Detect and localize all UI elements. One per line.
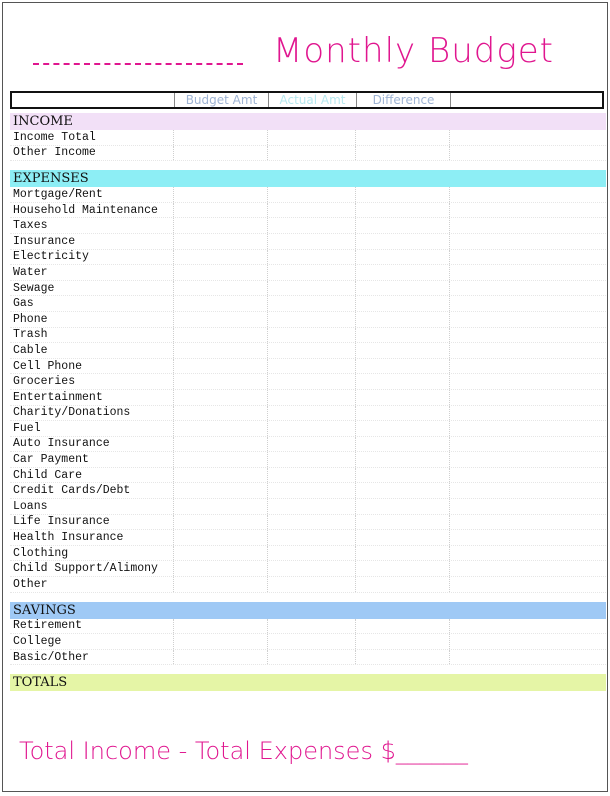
table-row[interactable]	[10, 312, 606, 328]
table-row[interactable]	[10, 146, 606, 162]
table-row[interactable]	[10, 406, 606, 422]
table-row[interactable]	[10, 619, 606, 635]
row-label: Clothing	[13, 546, 69, 560]
section-header-totals: TOTALS	[10, 674, 606, 691]
table-row[interactable]	[10, 187, 606, 203]
section-spacer	[10, 665, 606, 674]
column-header-bar	[10, 91, 604, 109]
table-row[interactable]	[10, 296, 606, 312]
row-label: Health Insurance	[13, 531, 124, 545]
section-spacer	[10, 593, 606, 602]
row-label: Groceries	[13, 375, 76, 389]
table-row[interactable]	[10, 130, 606, 146]
header-category-column	[12, 93, 175, 107]
row-label: Other	[13, 577, 48, 591]
row-label: Phone	[13, 312, 48, 326]
row-label: Retirement	[13, 619, 83, 633]
total-formula-line: Total Income - Total Expenses $______	[19, 737, 468, 765]
table-row[interactable]	[10, 234, 606, 250]
row-label: Car Payment	[13, 453, 89, 467]
table-row[interactable]	[10, 203, 606, 219]
row-label: Water	[13, 265, 48, 279]
table-row[interactable]	[10, 265, 606, 281]
table-row[interactable]	[10, 650, 606, 666]
table-row[interactable]	[10, 218, 606, 234]
row-label: Charity/Donations	[13, 406, 131, 420]
row-label: Electricity	[13, 250, 89, 264]
title-row	[33, 31, 593, 81]
section-header-expenses: EXPENSES	[10, 170, 606, 187]
table-row[interactable]	[10, 561, 606, 577]
table-row[interactable]	[10, 328, 606, 344]
table-row[interactable]	[10, 515, 606, 531]
row-label: Income Total	[13, 130, 96, 144]
row-label: Auto Insurance	[13, 437, 110, 451]
row-label: Child Care	[13, 468, 83, 482]
row-label: Fuel	[13, 421, 41, 435]
row-label: Life Insurance	[13, 515, 110, 529]
table-row[interactable]	[10, 577, 606, 593]
budget-sheet	[10, 113, 606, 691]
table-row[interactable]	[10, 634, 606, 650]
row-label: Cable	[13, 343, 48, 357]
row-label: Cell Phone	[13, 359, 83, 373]
budget-worksheet	[2, 2, 608, 792]
row-label: Child Support/Alimony	[13, 562, 158, 576]
row-label: Trash	[13, 328, 48, 342]
table-row[interactable]	[10, 452, 606, 468]
table-row[interactable]	[10, 546, 606, 562]
table-row[interactable]	[10, 250, 606, 266]
table-row[interactable]	[10, 468, 606, 484]
table-row[interactable]	[10, 421, 606, 437]
row-label: College	[13, 635, 62, 649]
section-header-savings: SAVINGS	[10, 602, 606, 619]
row-label: Insurance	[13, 234, 76, 248]
table-row[interactable]	[10, 499, 606, 515]
table-row[interactable]	[10, 374, 606, 390]
name-blank-line[interactable]	[33, 63, 243, 65]
row-label: Mortgage/Rent	[13, 187, 103, 201]
row-label: Other Income	[13, 146, 96, 160]
section-spacer	[10, 161, 606, 170]
row-label: Credit Cards/Debt	[13, 484, 131, 498]
row-label: Taxes	[13, 219, 48, 233]
row-label: Basic/Other	[13, 650, 89, 664]
header-difference: Difference	[357, 93, 451, 107]
table-row[interactable]	[10, 390, 606, 406]
header-budget-amt: Budget Amt	[175, 93, 269, 107]
row-label: Household Maintenance	[13, 203, 158, 217]
header-actual-amt: Actual Amt	[269, 93, 357, 107]
table-row[interactable]	[10, 483, 606, 499]
header-notes-column	[451, 93, 602, 107]
row-label: Entertainment	[13, 390, 103, 404]
section-header-income: INCOME	[10, 113, 606, 130]
row-label: Loans	[13, 499, 48, 513]
row-label: Sewage	[13, 281, 55, 295]
row-label: Gas	[13, 297, 34, 311]
table-row[interactable]	[10, 343, 606, 359]
page-title: Monthly Budget	[273, 31, 554, 71]
table-row[interactable]	[10, 437, 606, 453]
table-row[interactable]	[10, 359, 606, 375]
table-row[interactable]	[10, 530, 606, 546]
table-row[interactable]	[10, 281, 606, 297]
